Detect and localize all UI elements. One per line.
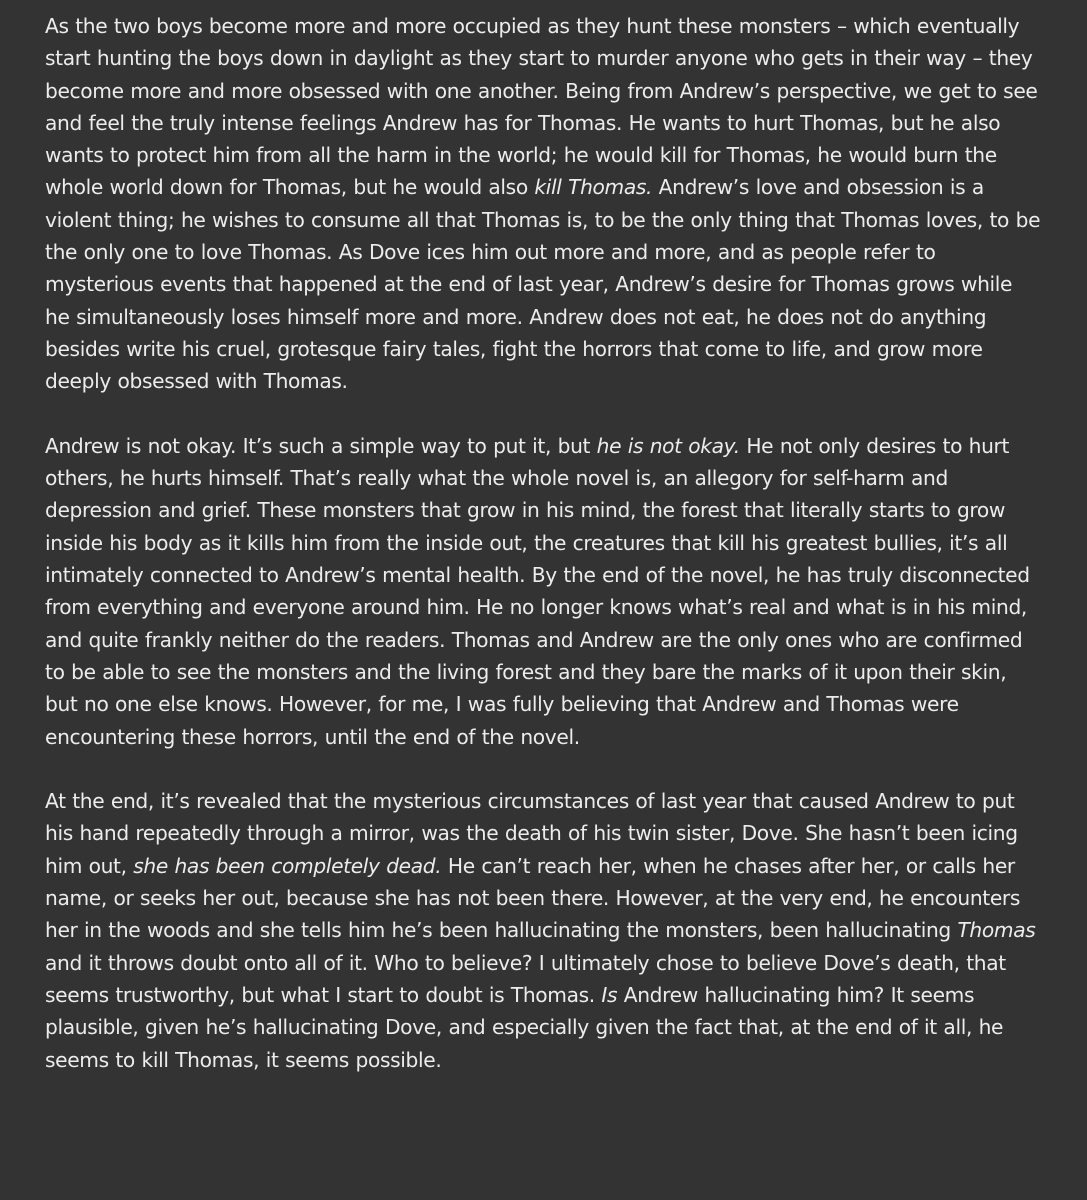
emphasis-text: Is bbox=[601, 982, 618, 1007]
paragraph-text: He can’t reach her, when he chases after her, or calls her name, or seeks her out, because she has not been there. However, at the very end, he encounters her in the woods and she tells him he’s been hallucinating the monsters, been hallucinating bbox=[45, 853, 1021, 943]
paragraph-2 bbox=[45, 430, 1042, 753]
emphasis-text: she has been completely dead. bbox=[133, 853, 442, 878]
paragraph-text: At the end, it’s revealed that the mysterious circumstances of last year that caused Andrew to put his hand repeatedly through a mirror, was the death of his twin sister, Dove. She hasn’t been icing him out, bbox=[45, 789, 1018, 878]
paragraph-text: Andrew’s love and obsession is a violent thing; he wishes to consume all that Thomas is, to be the only thing that Thomas loves, to be the only one to love Thomas. As Dove ices him out more and more, and as people refer to mysterious events that happened at the end of last year, Andrew’s desire for Thomas grows while he simultaneously loses himself more and more. Andrew does not eat, he does not do anything besides write his cruel, grotesque fairy tales, fight the horrors that come to life, and grow more deeply obsessed with Thomas. bbox=[45, 175, 1041, 394]
paragraph-1 bbox=[45, 10, 1042, 398]
paragraph-text: and it throws doubt onto all of it. Who to believe? I ultimately chose to believe Dove’s death, that seems trustworthy, but what I start to doubt is Thomas. bbox=[45, 950, 1006, 1007]
paragraph-text: As the two boys become more and more occupied as they hunt these monsters – which eventually start hunting the boys down in daylight as they start to murder anyone who gets in their way – they become more and more obsessed with one another. Being from Andrew’s perspective, we get to see and feel the truly intense feelings Andrew has for Thomas. He wants to hurt Thomas, but he also wants to protect him from all the harm in the world; he would kill for Thomas, he would burn the whole world down for Thomas, but he would also bbox=[45, 14, 1038, 200]
paragraph-text: Andrew is not okay. It’s such a simple way to put it, but bbox=[45, 433, 597, 458]
emphasis-text: he is not okay. bbox=[596, 433, 740, 458]
paragraph-3 bbox=[45, 785, 1042, 1076]
paragraph-text: Andrew hallucinating him? It seems plausible, given he’s hallucinating Dove, and especially given the fact that, at the end of it all, he seems to kill Thomas, it seems possible. bbox=[45, 982, 1004, 1072]
emphasis-text: kill Thomas. bbox=[534, 175, 653, 200]
emphasis-text: Thomas bbox=[957, 918, 1036, 943]
paragraph-text: He not only desires to hurt others, he hurts himself. That’s really what the whole novel is, an allegory for self-harm and depression and grief. These monsters that grow in his mind, the forest that literally starts to grow inside his body as it kills him from the inside out, the creatures that kill his greatest bullies, it’s all intimately connected to Andrew’s mental health. By the end of the novel, he has truly disconnected from everything and everyone around him. He no longer knows what’s real and what is in his mind, and quite frankly neither do the readers. Thomas and Andrew are the only ones who are confirmed to be able to see the monsters and the living forest and they bare the marks of it upon their skin, but no one else knows. However, for me, I was fully believing that Andrew and Thomas were encountering these horrors, until the end of the novel. bbox=[45, 433, 1030, 749]
